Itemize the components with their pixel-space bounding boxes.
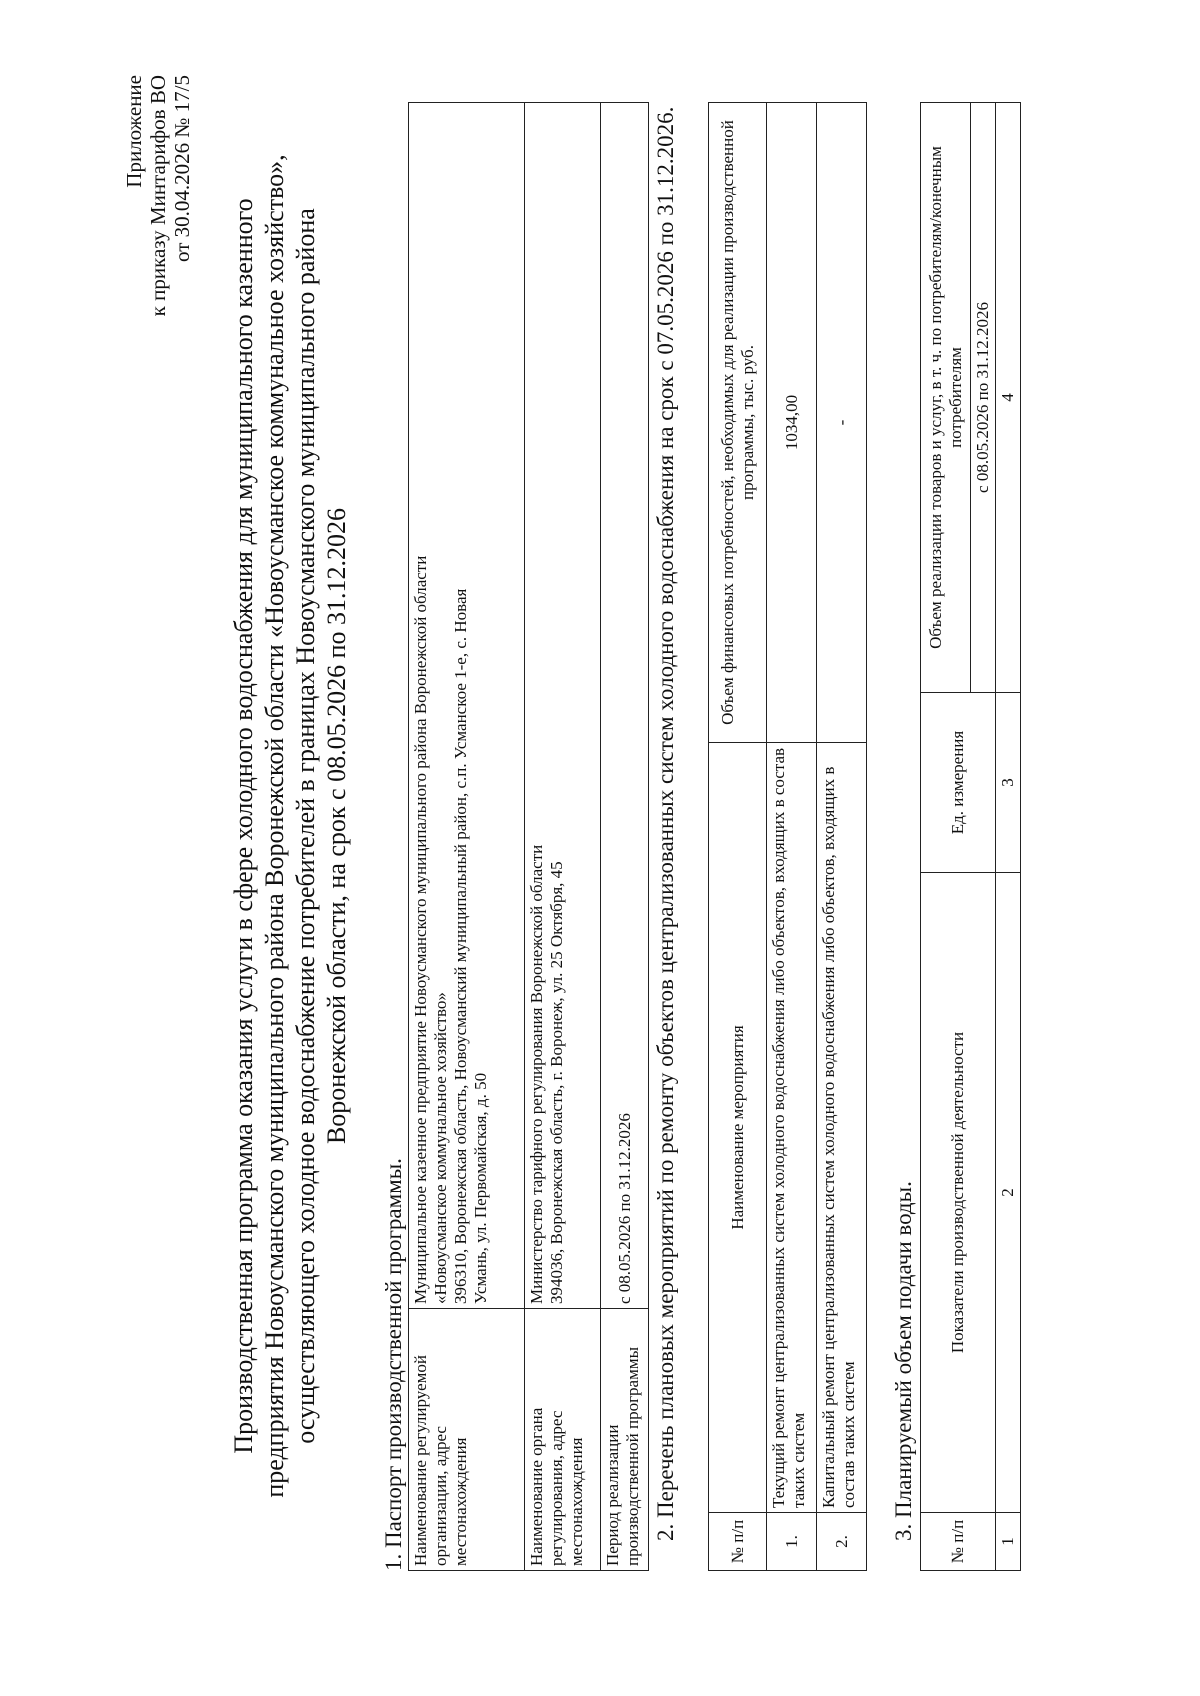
passport-value	[409, 103, 525, 1309]
row-name: Капитальный ремонт централизованных систем холодного водоснабжения либо объектов, входящих в состав таких систем	[817, 743, 867, 1513]
row-num: 1.	[767, 1513, 817, 1571]
table-row	[921, 103, 971, 1571]
col-header-indicator: Показатели производственной деятельности	[921, 873, 996, 1513]
col-header-num: № п/п	[921, 1513, 996, 1571]
repair-plan-table	[708, 102, 867, 1571]
title-line-4: Воронежской области, на срок с 08.05.2026 по 31.12.2026	[322, 507, 351, 1145]
passport-label: Наименование органа регулирования, адрес местонахождения	[525, 1309, 601, 1571]
table-row	[409, 103, 525, 1571]
document-title	[228, 86, 352, 1566]
index-cell: 1	[996, 1513, 1021, 1571]
appendix-line-3: от 30.04.2026 № 17/5	[170, 75, 194, 263]
appendix-note	[122, 75, 194, 316]
table-row	[709, 103, 767, 1571]
title-line-2: предприятия Новоусманского муниципального района Воронежской области «Новоусманское коммунальное хозяйство»,	[260, 154, 289, 1498]
passport-value-line: Усмань, ул. Первомайская, д. 50	[471, 1072, 490, 1304]
index-cell: 3	[996, 693, 1021, 873]
col-header-unit: Ед. измерения	[921, 693, 996, 873]
passport-value-line: 396310, Воронежская область, Новоусманский муниципальный район, с.п. Усманское 1-е, с. Новая	[451, 588, 470, 1304]
passport-label: Период реализации производственной программы	[601, 1309, 649, 1571]
table-row	[767, 103, 817, 1571]
col-header-num: № п/п	[709, 1513, 767, 1571]
appendix-line-2: к приказу Минтарифов ВО	[146, 75, 170, 317]
row-name: Текущий ремонт централизованных систем холодного водоснабжения либо объектов, входящих в состав таких систем	[767, 743, 817, 1513]
col-header-name: Наименование мероприятия	[709, 743, 767, 1513]
passport-value	[525, 103, 601, 1309]
table-row	[601, 103, 649, 1571]
table-row	[525, 103, 601, 1571]
passport-value-line: «Новоусманское коммунальное хозяйство»	[431, 992, 450, 1304]
water-volume-table	[920, 102, 1021, 1571]
row-volume: -	[817, 103, 867, 743]
section-2-heading: 2. Перечень плановых мероприятий по ремонту объектов централизованных систем холодного водоснабжения на срок с 07.05.2026 по 31.12.2026.	[653, 106, 678, 1541]
col-header-volume: Объем реализации товаров и услуг, в т. ч. по потребителям/конечным потребителям	[921, 103, 971, 693]
passport-value: с 08.05.2026 по 31.12.2026	[601, 103, 649, 1309]
title-line-3: осуществляющего холодное водоснабжение потребителей в границах Новоусманского муниципального района	[291, 208, 320, 1444]
section-1-heading: 1. Паспорт производственной программы.	[381, 1158, 406, 1571]
table-row	[817, 103, 867, 1571]
appendix-line-1: Приложение	[122, 75, 146, 188]
row-num: 2.	[817, 1513, 867, 1571]
col-header-period: с 08.05.2026 по 31.12.2026	[971, 103, 996, 693]
row-volume: 1034,00	[767, 103, 817, 743]
passport-value-line: Министерство тарифного регулирования Воронежской области	[527, 844, 546, 1304]
index-cell: 4	[996, 103, 1021, 693]
title-line-1: Производственная программа оказания услуги в сфере холодного водоснабжения для муниципального казенного	[229, 198, 258, 1454]
passport-table	[408, 102, 649, 1571]
index-cell: 2	[996, 873, 1021, 1513]
passport-value-line: Муниципальное казенное предприятие Новоусманского муниципального района Воронежской области	[411, 555, 430, 1304]
passport-value-line: 394036, Воронежская область, г. Воронеж, ул. 25 Октября, 45	[547, 861, 566, 1304]
section-3-heading: 3. Планируемый объем подачи воды.	[891, 1181, 916, 1541]
table-row	[996, 103, 1021, 1571]
passport-label: Наименование регулируемой организации, адрес местонахождения	[409, 1309, 525, 1571]
col-header-volume: Объем финансовых потребностей, необходимых для реализации производственной программы, тыс. руб.	[709, 103, 767, 743]
